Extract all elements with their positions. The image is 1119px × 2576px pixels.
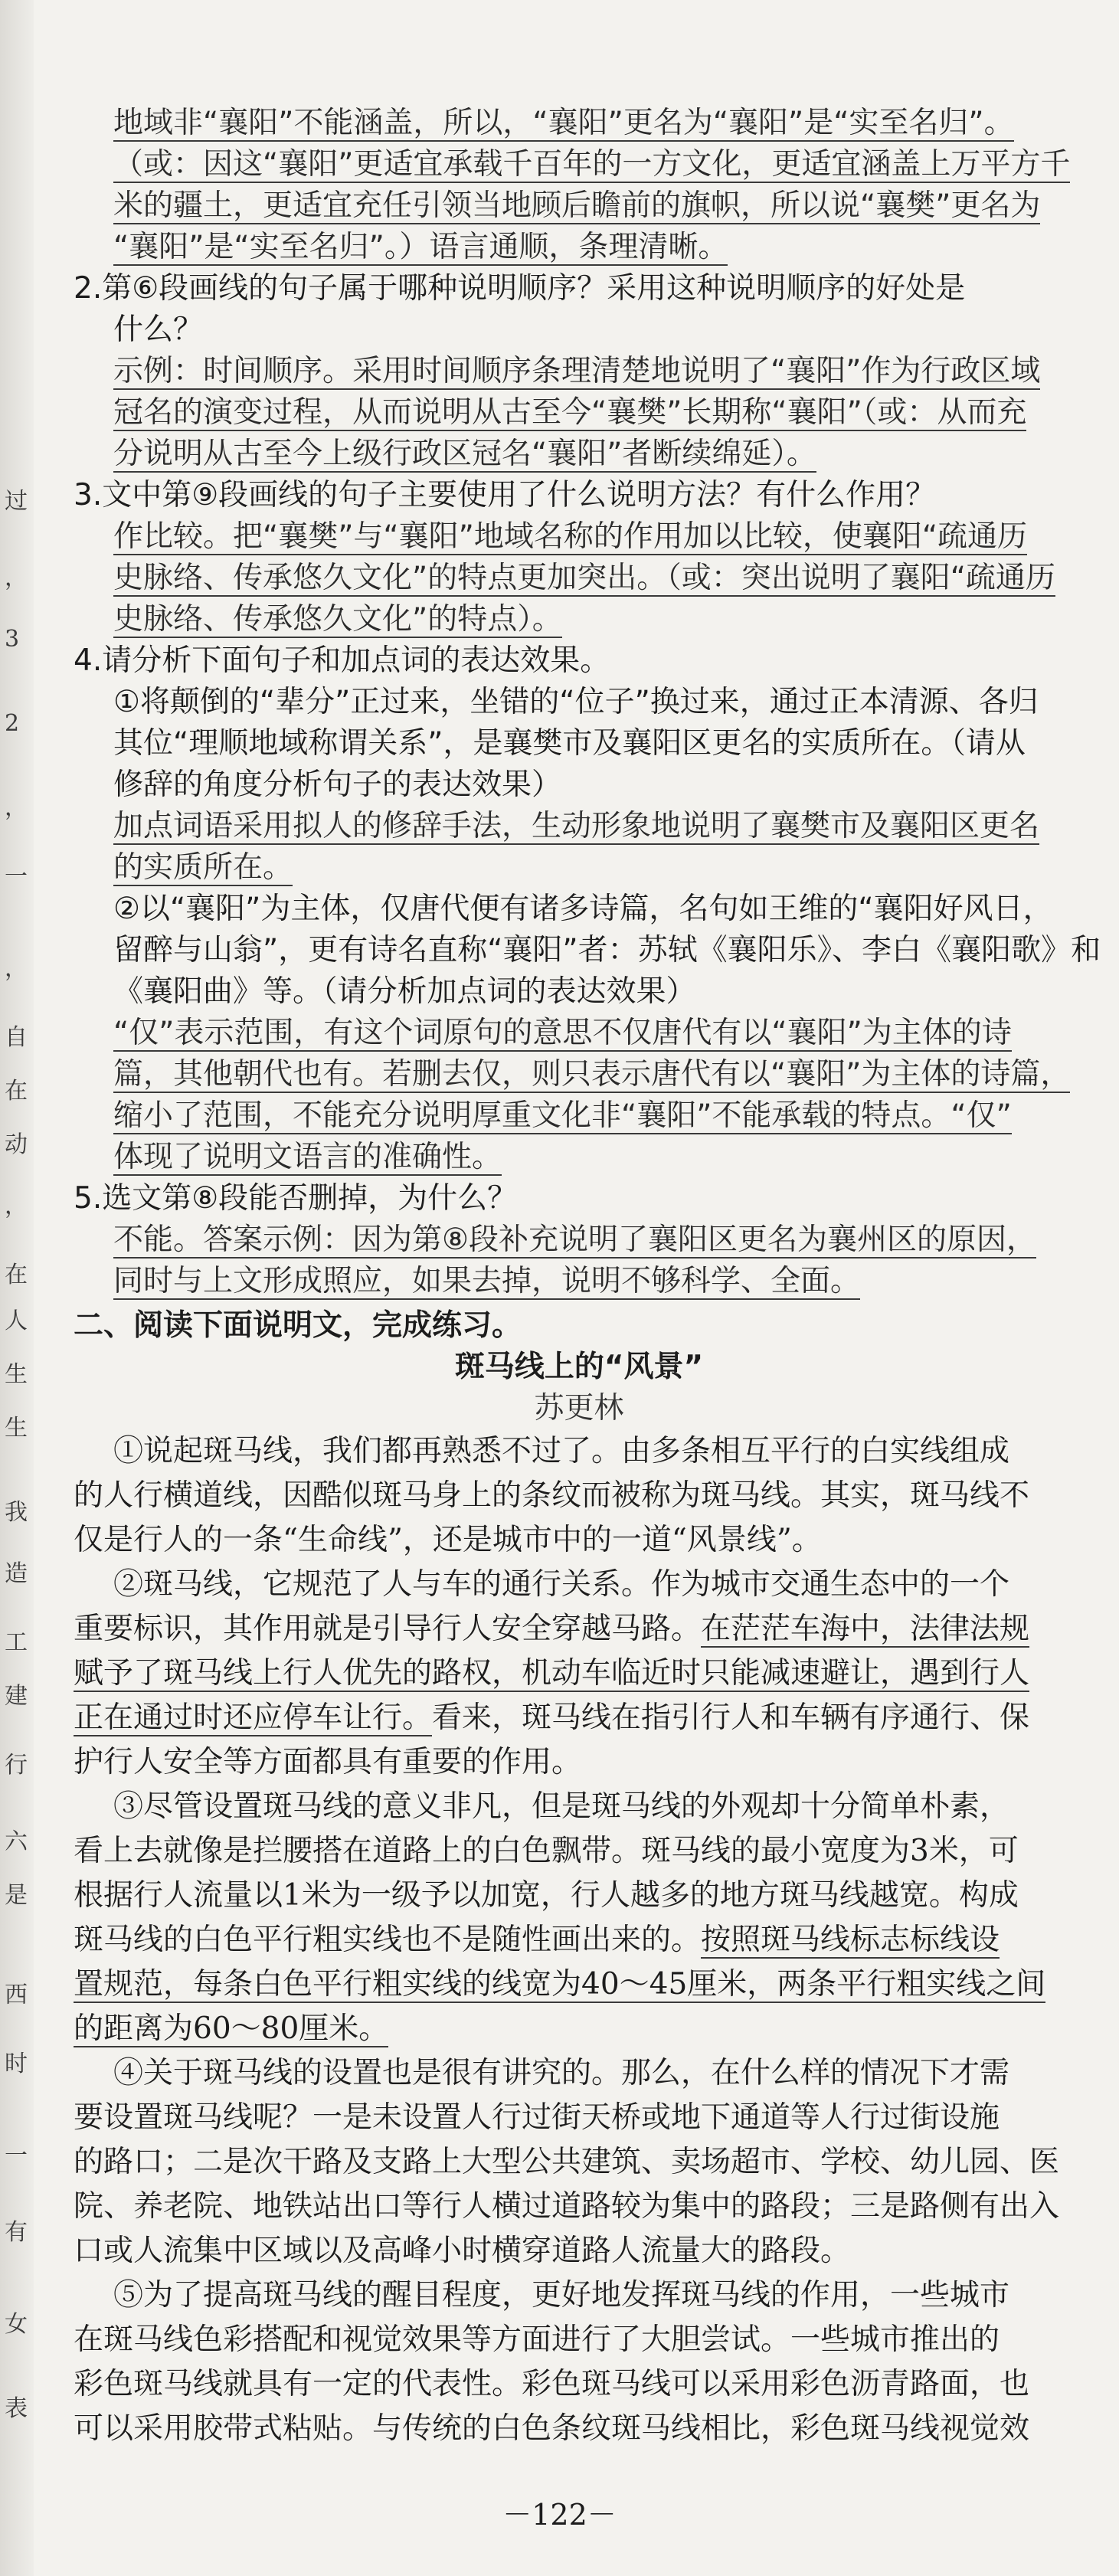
answer-line: 篇，其他朝代也有。若删去仅，则只表示唐代有以“襄阳”为主体的诗篇， [113,1057,1071,1092]
paragraph-line: 可以采用胶带式粘贴。与传统的白色条纹斑马线相比，彩色斑马线视觉效 [74,2411,1030,2446]
paragraph-line: 的路口；二是次干路及支路上大型公共建筑、卖场超市、学校、幼儿园、医 [74,2145,1060,2179]
paragraph-line: ④关于斑马线的设置也是很有讲究的。那么，在什么样的情况下才需 [113,2056,1010,2090]
answer-line: 加点词语采用拟人的修辞手法，生动形象地说明了襄樊市及襄阳区更名 [113,809,1040,843]
paragraph-line: ②斑马线，它规范了人与车的通行关系。作为城市交通生态中的一个 [113,1567,1010,1602]
binding-char: 表 [5,2395,28,2422]
binding-char: ， [5,794,28,821]
paragraph-line: ⑤为了提高斑马线的醒目程度，更好地发挥斑马线的作用，一些城市 [113,2278,1010,2313]
paragraph-line: ③尽管设置斑马线的意义非凡，但是斑马线的外观却十分简单朴素， [113,1789,1010,1824]
paragraph-line: 彩色斑马线就具有一定的代表性。彩色斑马线可以采用彩色沥青路面，也 [74,2367,1030,2401]
article-author: 苏更林 [534,1391,624,1425]
binding-char: 西 [5,1982,28,2008]
answer-line: 缩小了范围，不能充分说明厚重文化非“襄阳”不能承载的特点。“仅” [113,1098,1012,1133]
answer-line: 冠名的演变过程，从而说明从古至今“襄樊”长期称“襄阳”（或：从而充 [113,395,1027,430]
answer-line: 示例：时间顺序。采用时间顺序条理清楚地说明了“襄阳”作为行政区域 [113,354,1041,388]
binding-char: 自 [5,1024,28,1051]
binding-char: 人 [5,1308,28,1334]
answer-line: 地域非“襄阳”不能涵盖，所以，“襄阳”更名为“襄阳”是“实至名归”。 [113,106,1014,140]
paragraph-line: 的人行横道线，因酷似斑马身上的条纹而被称为斑马线。其实，斑马线不 [74,1478,1030,1513]
page-content [74,103,1101,2451]
page-number: －122－ [502,2498,617,2532]
sub-question-text: 《襄阳曲》等。（请分析加点词的表达效果） [113,974,696,1009]
article-body [74,1429,1085,2451]
article-title: 斑马线上的“风景” [454,1350,704,1384]
paragraph-line: 仅是行人的一条“生命线”，还是城市中的一道“风景线”。 [74,1523,822,1557]
answer-line: “襄阳”是“实至名归”。）语言通顺，条理清晰。 [113,230,728,264]
paragraph-line: 在斑马线色彩搭配和视觉效果等方面进行了大胆尝试。一些城市推出的 [74,2322,1000,2357]
underlined-sentence: 在茫茫车海中，法律法规 [701,1612,1030,1646]
paragraph-line: 要设置斑马线呢？一是未设置人行过街天桥或地下通道等人行过街设施 [74,2100,1000,2135]
text-run: 斑马线的白色平行粗实线也不是随性画出来的。 [74,1923,702,1957]
sub-question-text: 修辞的角度分析句子的表达效果） [113,768,562,802]
answer-line: 史脉络、传承悠久文化”的特点）。 [113,602,562,637]
answer-line: 米的疆土，更适宜充任引领当地顾后瞻前的旗帜，所以说“襄樊”更名为 [113,188,1041,223]
answer-line: 的实质所在。 [113,850,293,885]
binding-char: 是 [5,1882,28,1909]
text-run: 重要标识，其作用就是引导行人安全穿越马路。 [74,1612,702,1646]
question-text: 5.选文第⑧段能否删掉，为什么？ [74,1181,518,1216]
binding-char: 建 [5,1683,28,1710]
question-text: 什么？ [113,313,204,347]
binding-char: 行 [5,1752,28,1779]
binding-char: 一 [5,863,28,890]
sub-question-text: ①将颠倒的“辈分”正过来，坐错的“位子”换过来，通过正本清源、各归 [113,685,1039,719]
underlined-sentence: 正在通过时还应停车让行。 [74,1700,433,1735]
paragraph-line: 口或人流集中区域以及高峰小时横穿道路人流量大的路段。 [74,2234,851,2268]
paragraph-line: 看上去就像是拦腰搭在道路上的白色飘带。斑马线的最小宽度为3米，可 [74,1834,1019,1868]
paragraph-line [74,2007,1085,2051]
underlined-sentence: 赋予了斑马线上行人优先的路权，机动车临近时只能减速避让，遇到行人 [74,1656,1030,1691]
binding-char: 时 [5,2051,28,2077]
answer-line: （或：因这“襄阳”更适宜承载千百年的一方文化，更适宜涵盖上万平方千 [113,147,1071,182]
sub-question-text: ②以“襄阳”为主体，仅唐代便有诸多诗篇，名句如王维的“襄阳好风日， [113,892,1053,926]
binding-char: 我 [5,1499,28,1526]
binding-char: 在 [5,1078,28,1105]
binding-char: 生 [5,1361,28,1388]
section-heading: 二、阅读下面说明文，完成练习。 [74,1308,522,1343]
binding-char: 生 [5,1415,28,1442]
binding-char: ， [5,565,28,591]
underlined-sentence: 按照斑马线标志标线设 [701,1923,1000,1957]
question-4 [74,640,1101,1178]
q1-answer [74,103,1085,268]
answer-line: 分说明从古至今上级行政区冠名“襄阳”者断续绵延）。 [113,437,816,471]
answer-line: 同时与上文形成照应，如果去掉，说明不够科学、全面。 [113,1264,861,1298]
binding-char: 造 [5,1560,28,1587]
binding-char: ， [5,955,28,982]
paragraph-line [74,1918,1085,1962]
paragraph-line: 护行人安全等方面都具有重要的作用。 [74,1745,582,1779]
paragraph-line [74,1962,1085,2007]
binding-char: 3 [5,626,20,653]
binding-char: 工 [5,1629,28,1656]
binding-margin [0,0,34,2576]
question-text: 3.文中第⑨段画线的句子主要使用了什么说明方法？有什么作用？ [74,478,936,512]
paragraph-line [74,1696,1085,1740]
binding-char: 在 [5,1262,28,1288]
binding-char: 动 [5,1131,28,1158]
paragraph-line [74,1651,1085,1696]
sub-question-text: 其位“理顺地域称谓关系”，是襄樊市及襄阳区更名的实质所在。（请从 [113,726,1026,761]
paragraph-line: 根据行人流量以1米为一级予以加宽，行人越多的地方斑马线越宽。构成 [74,1878,1019,1913]
paragraph-line [74,1607,1085,1651]
binding-char: 六 [5,1828,28,1855]
question-2 [74,268,1085,475]
question-5 [74,1178,1085,1302]
binding-char: 一 [5,2142,28,2169]
binding-char: 过 [5,488,28,515]
question-text: 4.请分析下面句子和加点词的表达效果。 [74,643,610,678]
answer-line: 史脉络、传承悠久文化”的特点更加突出。（或：突出说明了襄阳“疏通历 [113,561,1055,595]
binding-char: 女 [5,2311,28,2338]
paragraph-line: ①说起斑马线，我们都再熟悉不过了。由多条相互平行的白实线组成 [113,1434,1010,1468]
question-3 [74,475,1085,640]
binding-char: ， [5,1193,28,1219]
answer-line: 体现了说明文语言的准确性。 [113,1140,502,1174]
paragraph-line: 院、养老院、地铁站出口等行人横过道路较为集中的路段；三是路侧有出入 [74,2189,1060,2224]
answer-line: “仅”表示范围，有这个词原句的意思不仅唐代有以“襄阳”为主体的诗 [113,1016,1012,1050]
sub-question-text: 留醉与山翁”，更有诗名直称“襄阳”者：苏轼《襄阳乐》、李白《襄阳歌》和 [113,933,1101,967]
underlined-sentence: 置规范，每条白色平行粗实线的线宽为40～45厘米，两条平行粗实线之间 [74,1967,1046,2002]
answer-line: 不能。答案示例：因为第⑧段补充说明了襄阳区更名为襄州区的原因， [113,1223,1036,1257]
text-run: 看来，斑马线在指引行人和车辆有序通行、保 [432,1700,1030,1735]
answer-line: 作比较。把“襄樊”与“襄阳”地域名称的作用加以比较，使襄阳“疏通历 [113,519,1028,554]
underlined-sentence: 的距离为60～80厘米。 [74,2011,389,2046]
question-text: 2.第⑥段画线的句子属于哪种说明顺序？采用这种说明顺序的好处是 [74,271,966,306]
binding-char: 2 [5,710,20,737]
binding-char: 有 [5,2219,28,2246]
